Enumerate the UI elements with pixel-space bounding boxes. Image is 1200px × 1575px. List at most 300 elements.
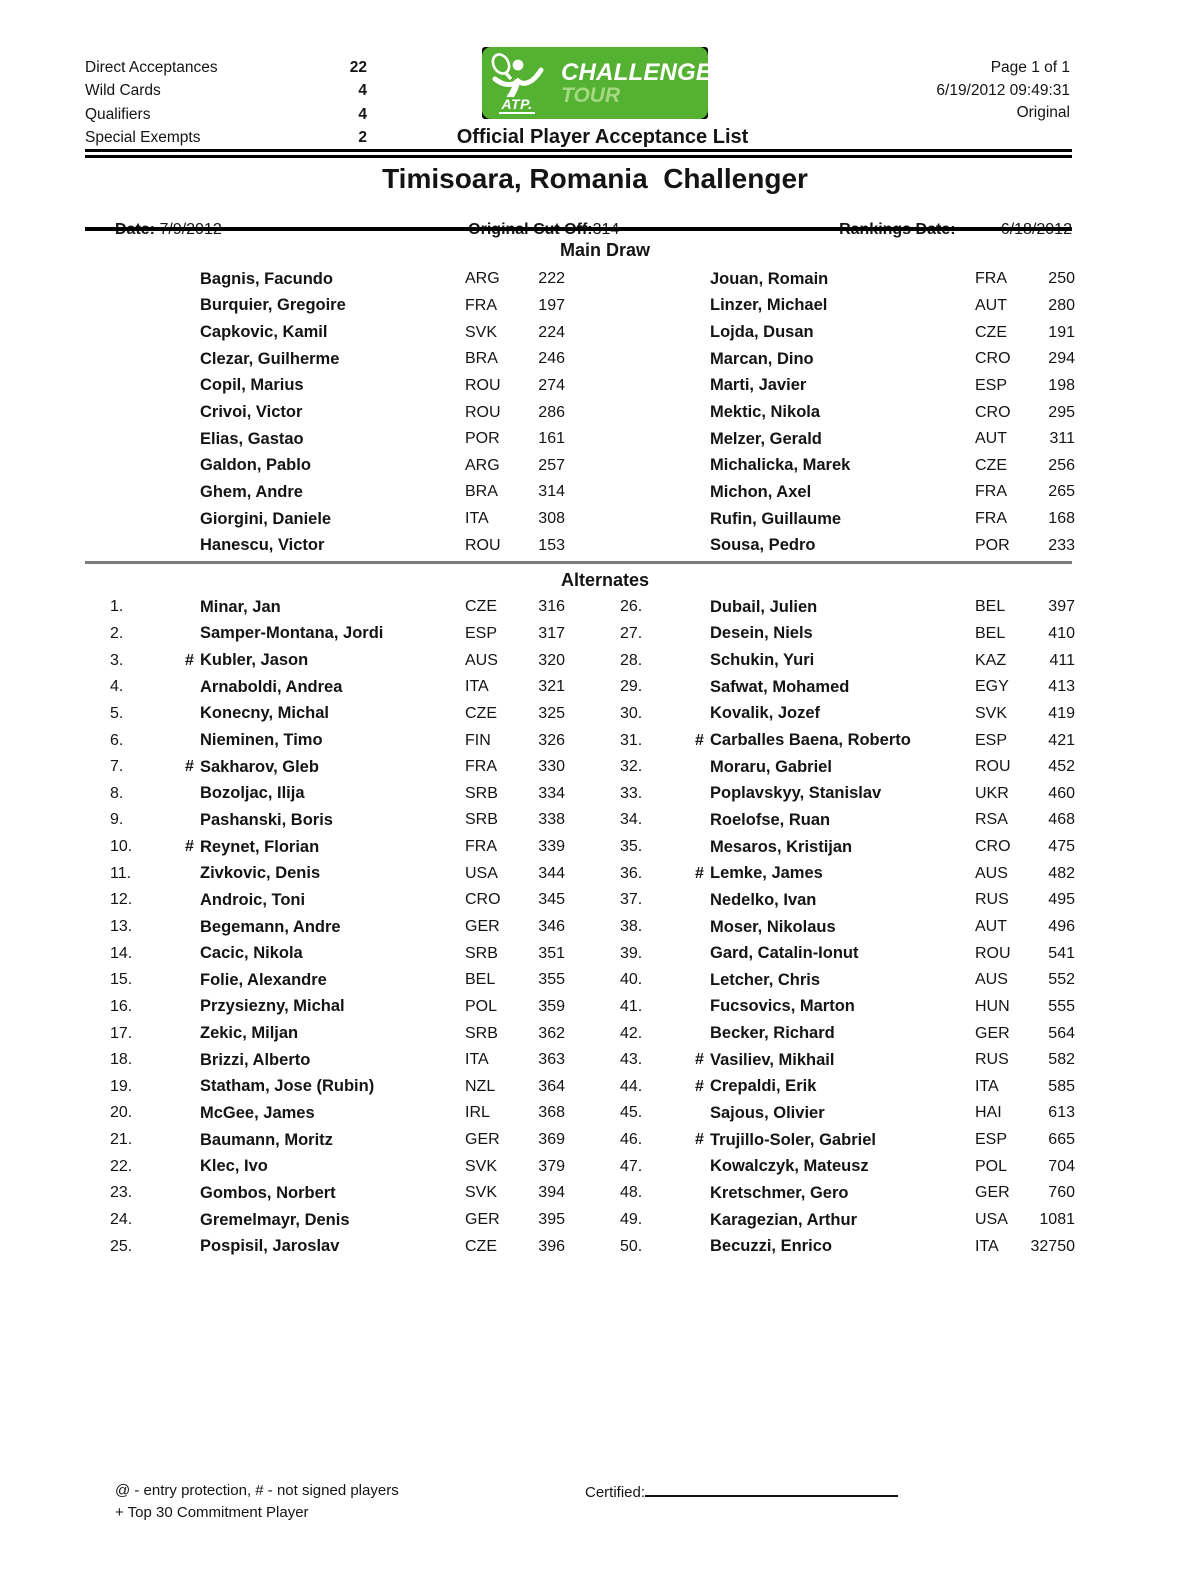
player-name: Lemke, James bbox=[710, 864, 823, 883]
player-name: McGee, James bbox=[200, 1103, 315, 1122]
stat-label: Qualifiers bbox=[85, 105, 151, 123]
header-double-rule bbox=[85, 149, 1072, 158]
country-code: GER bbox=[975, 1024, 1010, 1042]
ranking: 396 bbox=[538, 1237, 565, 1255]
ranking: 334 bbox=[538, 784, 565, 802]
player-row bbox=[595, 754, 1075, 781]
player-row bbox=[85, 701, 565, 728]
alt-number: 12. bbox=[110, 891, 133, 909]
ranking: 316 bbox=[538, 598, 565, 616]
alt-number: 4. bbox=[110, 678, 124, 696]
country-code: ITA bbox=[465, 678, 489, 696]
ranking: 224 bbox=[538, 323, 565, 341]
ranking: 351 bbox=[538, 944, 565, 962]
player-row bbox=[85, 1233, 565, 1260]
player-name: Lojda, Dusan bbox=[710, 323, 814, 342]
player-name: Galdon, Pablo bbox=[200, 456, 311, 475]
player-row bbox=[595, 674, 1075, 701]
player-row bbox=[85, 1047, 565, 1074]
player-name: Desein, Niels bbox=[710, 624, 813, 643]
country-code: UKR bbox=[975, 784, 1009, 802]
country-code: BEL bbox=[465, 971, 496, 989]
alt-number: 20. bbox=[110, 1104, 133, 1122]
ranking: 355 bbox=[538, 971, 565, 989]
ranking: 338 bbox=[538, 811, 565, 829]
alternates-heading: Alternates bbox=[560, 570, 650, 590]
player-row bbox=[595, 373, 1075, 400]
ranking: 246 bbox=[538, 350, 565, 368]
country-code: ARG bbox=[465, 270, 500, 288]
country-code: ESP bbox=[975, 376, 1008, 394]
player-name: Becker, Richard bbox=[710, 1024, 835, 1043]
ranking: 346 bbox=[538, 918, 565, 935]
not-signed-marker: # bbox=[185, 651, 194, 669]
country-code: ESP bbox=[465, 624, 498, 642]
country-code: AUS bbox=[975, 864, 1008, 882]
country-code: CRO bbox=[975, 403, 1011, 421]
ranking: 250 bbox=[1048, 270, 1075, 288]
country-code: SVK bbox=[465, 323, 498, 341]
country-code: FIN bbox=[465, 731, 491, 749]
player-row bbox=[595, 594, 1075, 621]
player-name: Arnaboldi, Andrea bbox=[200, 677, 343, 696]
alt-number: 28. bbox=[620, 651, 643, 669]
tournament-title: Timisoara, Romania Challenger bbox=[382, 163, 808, 194]
alt-number: 7. bbox=[110, 758, 124, 776]
player-name: Marcan, Dino bbox=[710, 349, 814, 368]
player-name: Schukin, Yuri bbox=[710, 651, 815, 670]
player-name: Fucsovics, Marton bbox=[710, 997, 855, 1016]
player-name: Karagezian, Arthur bbox=[710, 1210, 858, 1229]
ranking: 330 bbox=[538, 758, 565, 776]
player-name: Kubler, Jason bbox=[200, 651, 309, 670]
stat-value: 22 bbox=[349, 58, 367, 76]
player-name: Sousa, Pedro bbox=[710, 536, 816, 555]
player-name: Mesaros, Kristijan bbox=[710, 837, 853, 856]
player-row bbox=[85, 479, 565, 506]
player-name: Carballes Baena, Roberto bbox=[710, 731, 911, 750]
player-row bbox=[85, 647, 565, 674]
country-code: GER bbox=[465, 1211, 500, 1229]
stat-label: Wild Cards bbox=[85, 82, 161, 100]
player-name: Brizzi, Alberto bbox=[200, 1050, 311, 1069]
logo-text bbox=[561, 60, 730, 107]
ranking: 295 bbox=[1048, 403, 1075, 421]
alt-number: 1. bbox=[110, 598, 124, 616]
player-name: Samper-Montana, Jordi bbox=[200, 624, 384, 643]
player-row bbox=[85, 452, 565, 479]
alt-number: 32. bbox=[620, 758, 643, 776]
country-code: ESP bbox=[975, 731, 1008, 749]
alt-number: 41. bbox=[620, 997, 643, 1015]
alt-number: 30. bbox=[620, 704, 643, 722]
alt-number: 8. bbox=[110, 784, 124, 802]
ranking: 704 bbox=[1048, 1157, 1075, 1175]
player-row bbox=[595, 647, 1075, 674]
ranking: 308 bbox=[538, 510, 565, 528]
player-name: Kovalik, Jozef bbox=[710, 704, 821, 723]
country-code: ITA bbox=[975, 1077, 999, 1095]
legend-line-1: @ - entry protection, # - not signed players bbox=[115, 1482, 399, 1499]
alt-number: 13. bbox=[110, 918, 133, 935]
country-code: KAZ bbox=[975, 651, 1007, 669]
ranking: 413 bbox=[1048, 678, 1075, 696]
player-name: Elias, Gastao bbox=[200, 429, 304, 448]
atp-player-icon bbox=[488, 53, 546, 97]
ranking: 362 bbox=[538, 1024, 565, 1042]
player-row bbox=[595, 1020, 1075, 1047]
country-code: CZE bbox=[465, 1237, 497, 1255]
country-code: CZE bbox=[465, 704, 497, 722]
alternates-right-column bbox=[595, 594, 1075, 1260]
ranking: 397 bbox=[1048, 598, 1075, 616]
ranking: 364 bbox=[538, 1077, 565, 1095]
country-code: SRB bbox=[465, 811, 498, 829]
not-signed-marker: # bbox=[695, 864, 704, 882]
ranking: 760 bbox=[1048, 1184, 1075, 1202]
stat-row bbox=[85, 80, 367, 104]
date-rule bbox=[85, 227, 1072, 231]
not-signed-marker: # bbox=[185, 838, 194, 856]
alt-number: 49. bbox=[620, 1211, 643, 1229]
country-code: FRA bbox=[975, 270, 1007, 288]
player-row bbox=[595, 1127, 1075, 1154]
page-number: Page 1 of 1 bbox=[990, 59, 1070, 76]
alt-number: 26. bbox=[620, 598, 643, 616]
alt-number: 19. bbox=[110, 1077, 133, 1095]
ranking: 257 bbox=[538, 456, 565, 474]
document-title: Official Player Acceptance List bbox=[456, 126, 749, 148]
ranking: 325 bbox=[538, 704, 565, 722]
player-row bbox=[595, 479, 1075, 506]
alt-number: 38. bbox=[620, 918, 643, 935]
alt-number: 5. bbox=[110, 704, 124, 722]
player-name: Bozoljac, Ilija bbox=[200, 784, 305, 803]
player-name: Zekic, Miljan bbox=[200, 1024, 299, 1043]
ranking: 452 bbox=[1048, 758, 1075, 776]
country-code: NZL bbox=[465, 1077, 496, 1095]
ranking: 460 bbox=[1048, 784, 1075, 802]
stat-row bbox=[85, 56, 367, 80]
country-code: SRB bbox=[465, 784, 498, 802]
country-code: POL bbox=[465, 997, 498, 1015]
country-code: CZE bbox=[465, 598, 497, 616]
country-code: ITA bbox=[465, 1051, 489, 1069]
player-row bbox=[595, 807, 1075, 834]
ranking: 582 bbox=[1048, 1051, 1075, 1069]
alt-number: 11. bbox=[110, 864, 132, 882]
player-name: Linzer, Michael bbox=[710, 296, 828, 315]
ranking: 564 bbox=[1048, 1024, 1075, 1042]
player-row bbox=[85, 266, 565, 293]
country-code: SVK bbox=[465, 1157, 498, 1175]
country-code: CRO bbox=[465, 891, 501, 909]
country-code: CZE bbox=[975, 456, 1007, 474]
player-row bbox=[595, 319, 1075, 346]
country-code: FRA bbox=[465, 838, 497, 856]
ranking: 613 bbox=[1048, 1104, 1075, 1122]
country-code: ROU bbox=[465, 376, 501, 394]
player-name: Ghem, Andre bbox=[200, 482, 303, 501]
signature-line bbox=[645, 1482, 898, 1497]
ranking: 394 bbox=[538, 1184, 565, 1202]
ranking: 475 bbox=[1048, 838, 1075, 856]
alt-number: 9. bbox=[110, 811, 124, 829]
country-code: USA bbox=[465, 864, 498, 882]
player-row bbox=[85, 373, 565, 400]
player-row bbox=[595, 860, 1075, 887]
logo-tour-text: TOUR bbox=[561, 83, 621, 107]
country-code: RUS bbox=[975, 891, 1009, 909]
player-name: Kowalczyk, Mateusz bbox=[710, 1157, 869, 1176]
player-name: Trujillo-Soler, Gabriel bbox=[710, 1130, 876, 1149]
ranking: 265 bbox=[1048, 483, 1075, 501]
player-name: Poplavskyy, Stanislav bbox=[710, 784, 882, 803]
player-name: Michon, Axel bbox=[710, 482, 812, 501]
player-row bbox=[85, 994, 565, 1021]
player-row bbox=[85, 887, 565, 914]
country-code: SVK bbox=[975, 704, 1008, 722]
player-row bbox=[595, 887, 1075, 914]
player-row bbox=[85, 532, 565, 559]
alternates-left-column bbox=[85, 594, 565, 1260]
country-code: FRA bbox=[465, 758, 497, 776]
player-row bbox=[85, 1180, 565, 1207]
ranking: 222 bbox=[538, 270, 565, 288]
ranking: 495 bbox=[1048, 891, 1075, 909]
player-name: Hanescu, Victor bbox=[200, 536, 325, 555]
country-code: SRB bbox=[465, 1024, 498, 1042]
player-row bbox=[595, 293, 1075, 320]
player-row bbox=[85, 754, 565, 781]
country-code: BEL bbox=[975, 624, 1006, 642]
player-row bbox=[595, 1074, 1075, 1101]
country-code: POR bbox=[465, 430, 500, 448]
player-row bbox=[85, 399, 565, 426]
player-name: Pospisil, Jaroslav bbox=[200, 1237, 340, 1256]
ranking: 496 bbox=[1048, 918, 1075, 935]
player-row bbox=[595, 1153, 1075, 1180]
stat-label: Special Exempts bbox=[85, 129, 201, 147]
country-code: FRA bbox=[465, 296, 497, 314]
alt-number: 48. bbox=[620, 1184, 643, 1202]
logo-challenger-text: CHALLENGER bbox=[561, 58, 730, 86]
player-row bbox=[595, 1233, 1075, 1260]
country-code: CRO bbox=[975, 350, 1011, 368]
player-name: Moraru, Gabriel bbox=[710, 757, 832, 776]
player-row bbox=[85, 293, 565, 320]
alt-number: 40. bbox=[620, 971, 643, 989]
ranking: 363 bbox=[538, 1051, 565, 1069]
ranking: 468 bbox=[1048, 811, 1075, 829]
player-name: Zivkovic, Denis bbox=[200, 864, 321, 883]
player-name: Gombos, Norbert bbox=[200, 1183, 336, 1202]
player-row bbox=[85, 780, 565, 807]
ranking: 419 bbox=[1048, 704, 1075, 722]
country-code: ROU bbox=[975, 758, 1011, 776]
player-name: Michalicka, Marek bbox=[710, 456, 851, 475]
ranking: 197 bbox=[538, 296, 565, 314]
player-name: Begemann, Andre bbox=[200, 917, 341, 936]
player-row bbox=[595, 701, 1075, 728]
ranking: 482 bbox=[1048, 864, 1075, 882]
alt-number: 21. bbox=[110, 1131, 133, 1149]
country-code: ROU bbox=[465, 536, 501, 554]
country-code: IRL bbox=[465, 1104, 490, 1122]
player-name: Melzer, Gerald bbox=[710, 429, 822, 448]
player-row bbox=[85, 594, 565, 621]
alt-number: 39. bbox=[620, 944, 643, 962]
country-code: POL bbox=[975, 1157, 1008, 1175]
ranking: 395 bbox=[538, 1211, 565, 1229]
player-name: Nieminen, Timo bbox=[200, 731, 323, 750]
country-code: ITA bbox=[465, 510, 489, 528]
player-name: Gremelmayr, Denis bbox=[200, 1210, 350, 1229]
ranking: 321 bbox=[538, 678, 565, 696]
player-name: Reynet, Florian bbox=[200, 837, 320, 856]
player-row bbox=[595, 399, 1075, 426]
player-row bbox=[85, 506, 565, 533]
player-row bbox=[85, 319, 565, 346]
player-row bbox=[595, 994, 1075, 1021]
ranking: 198 bbox=[1048, 376, 1075, 394]
ranking: 345 bbox=[538, 891, 565, 909]
player-row bbox=[595, 1180, 1075, 1207]
player-row bbox=[85, 860, 565, 887]
alt-number: 3. bbox=[110, 651, 124, 669]
country-code: GER bbox=[975, 1184, 1010, 1202]
player-name: Clezar, Guilherme bbox=[200, 349, 340, 368]
not-signed-marker: # bbox=[695, 1051, 704, 1069]
ranking: 344 bbox=[538, 864, 565, 882]
ranking: 410 bbox=[1048, 624, 1075, 642]
player-row bbox=[85, 1100, 565, 1127]
country-code: RSA bbox=[975, 811, 1008, 829]
country-code: POR bbox=[975, 536, 1010, 554]
alt-number: 36. bbox=[620, 864, 643, 882]
ranking: 191 bbox=[1048, 323, 1075, 341]
not-signed-marker: # bbox=[185, 758, 194, 776]
country-code: CRO bbox=[975, 838, 1011, 856]
atp-block bbox=[488, 53, 546, 114]
player-row bbox=[85, 674, 565, 701]
alt-number: 46. bbox=[620, 1131, 643, 1149]
alt-number: 35. bbox=[620, 838, 643, 856]
player-row bbox=[595, 532, 1075, 559]
player-name: Rufin, Guillaume bbox=[710, 509, 842, 528]
alt-number: 27. bbox=[620, 624, 643, 642]
player-name: Becuzzi, Enrico bbox=[710, 1237, 832, 1256]
version-label: Original bbox=[1016, 104, 1070, 121]
player-name: Konecny, Michal bbox=[200, 704, 329, 723]
country-code: GER bbox=[465, 918, 500, 935]
ranking: 286 bbox=[538, 403, 565, 421]
alt-number: 43. bbox=[620, 1051, 643, 1069]
ranking: 274 bbox=[538, 376, 565, 394]
ranking: 32750 bbox=[1030, 1237, 1075, 1255]
player-name: Sajous, Olivier bbox=[710, 1103, 825, 1122]
player-row bbox=[85, 346, 565, 373]
country-code: ROU bbox=[975, 944, 1011, 962]
stat-label: Direct Acceptances bbox=[85, 58, 218, 76]
ranking: 421 bbox=[1048, 731, 1075, 749]
player-row bbox=[595, 780, 1075, 807]
alt-number: 47. bbox=[620, 1157, 643, 1175]
player-row bbox=[85, 940, 565, 967]
footer bbox=[85, 1482, 1070, 1542]
ranking: 314 bbox=[538, 483, 565, 501]
country-code: AUT bbox=[975, 296, 1007, 314]
ranking: 280 bbox=[1048, 296, 1075, 314]
country-code: GER bbox=[465, 1131, 500, 1149]
ranking: 256 bbox=[1048, 456, 1075, 474]
player-row bbox=[595, 727, 1075, 754]
atp-wordmark: ATP. bbox=[501, 95, 533, 112]
player-name: Androic, Toni bbox=[200, 890, 306, 909]
player-name: Marti, Javier bbox=[710, 376, 807, 395]
player-name: Crivoi, Victor bbox=[200, 403, 303, 422]
player-row bbox=[85, 1020, 565, 1047]
player-row bbox=[85, 727, 565, 754]
player-row bbox=[85, 914, 565, 941]
ranking: 326 bbox=[538, 731, 565, 749]
player-row bbox=[85, 834, 565, 861]
country-code: RUS bbox=[975, 1051, 1009, 1069]
player-name: Roelofse, Ruan bbox=[710, 810, 831, 829]
country-code: AUS bbox=[975, 971, 1008, 989]
player-row bbox=[85, 1127, 565, 1154]
ranking: 555 bbox=[1048, 997, 1075, 1015]
country-code: ROU bbox=[465, 403, 501, 421]
player-name: Burquier, Gregoire bbox=[200, 296, 346, 315]
player-row bbox=[595, 914, 1075, 941]
player-name: Capkovic, Kamil bbox=[200, 323, 328, 342]
not-signed-marker: # bbox=[695, 1131, 704, 1149]
player-name: Giorgini, Daniele bbox=[200, 509, 332, 528]
ranking: 369 bbox=[538, 1131, 565, 1149]
alt-number: 45. bbox=[620, 1104, 643, 1122]
country-code: SRB bbox=[465, 944, 498, 962]
ranking: 411 bbox=[1049, 651, 1075, 669]
alt-number: 18. bbox=[110, 1051, 133, 1069]
atp-challenger-logo-inner bbox=[482, 47, 730, 119]
not-signed-marker: # bbox=[695, 1077, 704, 1095]
country-code: AUT bbox=[975, 430, 1007, 448]
alt-number: 17. bbox=[110, 1024, 133, 1042]
stat-row bbox=[85, 103, 367, 127]
country-code: BRA bbox=[465, 350, 498, 368]
main-draw-heading: Main Draw bbox=[559, 240, 651, 260]
player-name: Vasiliev, Mikhail bbox=[710, 1050, 835, 1069]
player-name: Moser, Nikolaus bbox=[710, 917, 836, 936]
alt-number: 15. bbox=[110, 971, 133, 989]
ranking: 311 bbox=[1049, 430, 1075, 448]
ranking: 552 bbox=[1048, 971, 1075, 989]
player-name: Sakharov, Gleb bbox=[200, 757, 319, 776]
legend-line-2: + Top 30 Commitment Player bbox=[115, 1504, 309, 1521]
country-code: SVK bbox=[465, 1184, 498, 1202]
alt-number: 33. bbox=[620, 784, 643, 802]
country-code: ESP bbox=[975, 1131, 1008, 1149]
country-code: BEL bbox=[975, 598, 1006, 616]
main-draw-right-column bbox=[595, 266, 1075, 559]
page-info bbox=[936, 57, 1070, 125]
player-row bbox=[595, 1100, 1075, 1127]
player-row bbox=[595, 452, 1075, 479]
country-code: ARG bbox=[465, 456, 500, 474]
ranking: 294 bbox=[1048, 350, 1075, 368]
certified-label: Certified: bbox=[585, 1484, 646, 1501]
